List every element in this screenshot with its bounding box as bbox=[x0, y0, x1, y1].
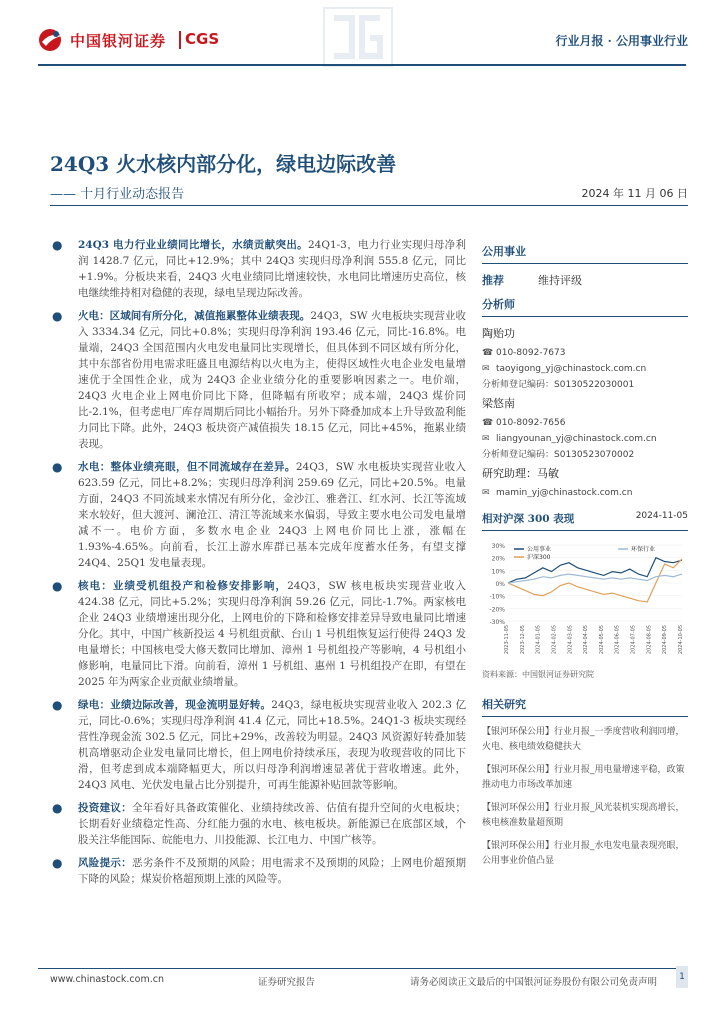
investment-advice-paragraph bbox=[50, 800, 466, 848]
email-link[interactable]: mamin_yj@chinastock.com.cn bbox=[496, 488, 633, 498]
paragraph-highlight: 火电：区域间有所分化，减值拖累整体业绩表现。 bbox=[78, 310, 311, 322]
email-link[interactable]: taoyigong_yj@chinastock.com.cn bbox=[496, 364, 647, 374]
cgs-logo-icon bbox=[38, 28, 66, 52]
rating-row bbox=[482, 272, 688, 288]
footer-disclaimer: 请务必阅读正文最后的中国银河证券股份有限公司免责声明 bbox=[410, 977, 658, 988]
x-tick-label: 2024-06-05 bbox=[614, 625, 621, 655]
x-tick-label: 2024-01-05 bbox=[535, 625, 542, 655]
x-tick-label: 2024-08-05 bbox=[646, 625, 653, 655]
paragraph-highlight: 绿电：业绩边际改善，现金流明显好转。 bbox=[78, 699, 272, 711]
risk-paragraph bbox=[50, 855, 466, 887]
page-number: 1 bbox=[676, 966, 688, 988]
mail-icon: ✉ bbox=[482, 434, 490, 444]
bullet-icon: ● bbox=[52, 460, 63, 474]
y-tick-label: 30% bbox=[491, 543, 505, 550]
rating-label: 推荐 bbox=[482, 274, 504, 287]
phone-icon: ☎ bbox=[482, 418, 494, 428]
paragraph-text: 恶劣条件不及预期的风险；用电需求不及预期的风险；上网电价超预期下降的风险；煤炭价格超预期上涨的风险等。 bbox=[78, 857, 467, 885]
logo-text-cn: 中国银河证券 bbox=[70, 32, 167, 50]
paragraph-text: 24Q3，SW 火电板块实现营业收入 3334.34 亿元，同比+0.8%；实现归母净利润 193.46 亿元，同比-16.8%。电量端，24Q3 全国范围内火电发电量同比实现增长，但具体到不同区域有所分化，其中东部省份用电需求旺盛且电源结构以火电为主，使得区域性火电企业发电量增速优于全国性企业，成为 24Q3 企业业绩分化的重要影响因素之一。电价端，24Q3 火电企业上网电价同比下降，但降幅有所收窄；成本端，24Q3 煤价同比-2.1%，但考虑电厂库存周期后同比小幅抬升。另外下降叠加成本上升导致盈利能力同比下降。此外，24Q3 板块资产减值损失 18.15 亿元，同比+45%，拖累业绩表现。 bbox=[78, 310, 466, 450]
green-power-paragraph bbox=[50, 697, 466, 793]
y-tick-label: 20% bbox=[491, 555, 505, 563]
analyst-email[interactable] bbox=[482, 431, 688, 447]
y-tick-label: -10% bbox=[489, 593, 505, 601]
sector-label: 公用事业 bbox=[482, 243, 688, 264]
legend-label: 公用事业 bbox=[527, 546, 552, 553]
analyst-name: 陶贻功 bbox=[482, 327, 515, 340]
paragraph-highlight: 风险提示： bbox=[78, 857, 132, 869]
phone-text: 010-8092-7656 bbox=[496, 418, 566, 428]
report-title: 24Q3 火水核内部分化，绿电边际改善 bbox=[50, 152, 397, 176]
x-tick-label: 2024-05-05 bbox=[598, 625, 605, 655]
x-tick-label: 2023-11-05 bbox=[504, 625, 510, 655]
footer-rule bbox=[38, 968, 686, 969]
cert-label: 分析师登记编码： bbox=[482, 380, 555, 390]
thermal-paragraph bbox=[50, 308, 466, 452]
y-tick-label: -30% bbox=[489, 619, 505, 626]
related-item[interactable]: 【银河环保公用】行业月报_风光装机实现高增长，核电核准数量超预期 bbox=[482, 803, 685, 828]
paragraph-text: 24Q1-3，电力行业实现归母净利润 1428.7 亿元，同比+12.9%；其中 24Q3 实现归母净利润 555.8 亿元，同比+1.9%。分板块来看，24Q3 火电业绩同比增速较快，水电同比增速历史高位，核电继续维持相对稳健的表现，绿电呈现边际改善。 bbox=[78, 239, 466, 299]
bullet-icon: ● bbox=[52, 801, 63, 815]
paragraph-text: 24Q3，SW 水电板块实现营业收入 623.59 亿元，同比+8.2%；实现归母净利润 259.69 亿元，同比+20.5%。电量方面，24Q3 不同流域来水情况有所分化，金沙江、雅砻江、红水河、长江等流域来水较好，但大渡河、澜沧江、清江等流域来水偏弱，导致主要水电公司发电量增减不一。电价方面，多数水电企业 24Q3 上网电价同比上涨，涨幅在 1.93%-4.65%。向前看，长江上游水库群已基本完成年度蓄水任务，有望支撑 24Q4、25Q1 发电量表现。 bbox=[78, 461, 466, 569]
paragraph-text: 全年看好具备政策催化、业绩持续改善、估值有提升空间的火电板块；长期看好业绩稳定性高、分红能力强的水电、核电板块。新能源已在底部区域，个股关注华能国际、皖能电力、川投能源、长江电力、中国广核等。 bbox=[78, 802, 467, 846]
analyst-phone bbox=[482, 345, 688, 361]
analyst-phone bbox=[482, 415, 688, 431]
paragraph-highlight: 24Q3 电力行业业绩同比增长，水绩贡献突出。 bbox=[78, 239, 308, 251]
report-date: 2024 年 11 月 06 日 bbox=[581, 187, 688, 200]
paragraph-highlight: 水电：整体业绩亮眼，但不同流域存在差异。 bbox=[78, 461, 296, 473]
chart-date: 2024-11-05 bbox=[635, 511, 688, 521]
related-item[interactable]: 【银河环保公用】行业月报_一季度营收利润同增，火电、核电绩效稳健扶大 bbox=[482, 727, 685, 752]
nuclear-paragraph bbox=[50, 578, 466, 690]
analyst-header: 分析师 bbox=[482, 296, 688, 317]
logo-text-en: CGS bbox=[185, 30, 220, 48]
bullet-icon: ● bbox=[52, 856, 63, 870]
x-tick-label: 2023-12-05 bbox=[519, 625, 526, 655]
summary-paragraph bbox=[50, 237, 466, 301]
phone-text: 010-8092-7673 bbox=[496, 348, 566, 358]
paragraph-highlight: 投资建议： bbox=[78, 802, 132, 814]
mail-icon: ✉ bbox=[482, 364, 490, 374]
analyst-cert bbox=[482, 447, 688, 463]
chart-svg bbox=[482, 537, 688, 667]
bullet-icon: ● bbox=[52, 698, 63, 712]
report-subtitle: —— 十月行业动态报告 bbox=[50, 187, 185, 202]
footer-center: 证券研究报告 bbox=[258, 977, 316, 988]
paragraph-highlight: 核电：业绩受机组投产和检修安排影响， bbox=[78, 580, 288, 592]
mail-icon: ✉ bbox=[482, 488, 490, 498]
paragraph-text: 24Q3，绿电板块实现营业收入 202.3 亿元，同比-0.6%；实现归母净利润 41.4 亿元，同比+18.5%。24Q1-3 板块实现经营性净现金流 302.5 亿元，同比+29%，改善较为明显。24Q3 风资源好转叠加装机高增驱动企业发电量同比增长，但上网电价持续承压，表现为收现营收的同比下滑，但考虑到成本端降幅更大，所以归母净利润增速显著优于营收增速。此外，24Q3 风电、光伏发电量占比分别提升，可再生能源补贴回款等影响。 bbox=[78, 699, 466, 791]
related-item[interactable]: 【银河环保公用】行业月报_用电量增速平稳，政策推动电力市场改革加速 bbox=[482, 765, 685, 790]
assistant-name: 马敏 bbox=[537, 467, 559, 480]
chart-header bbox=[482, 511, 688, 531]
related-item[interactable]: 【银河环保公用】行业月报_水电发电量表现亮眼，公用事业价值凸显 bbox=[482, 841, 685, 866]
x-tick-label: 2024-02-05 bbox=[551, 625, 558, 655]
hydro-paragraph bbox=[50, 459, 466, 571]
chart-source: 资料来源：中国银河证券研究院 bbox=[482, 670, 594, 679]
cert-value: S0130523070002 bbox=[554, 450, 635, 460]
x-tick-label: 2024-10-05 bbox=[678, 625, 684, 655]
bullet-icon: ● bbox=[52, 309, 63, 323]
cert-value: S0130522030001 bbox=[554, 380, 635, 390]
assistant-row bbox=[482, 465, 688, 481]
logo-divider bbox=[179, 31, 181, 49]
assistant-email[interactable] bbox=[482, 485, 688, 501]
bullet-icon: ● bbox=[52, 579, 63, 593]
paragraph-text: 24Q3，SW 核电板块实现营业收入 424.38 亿元，同比+5.2%；实现归母净利润 59.26 亿元，同比-1.7%。两家核电企业 24Q3 业绩增速出现分化，上网电价的下降和检修安排差异导致电量同比增速分化。其中，中国广核新投运 4 号机组贡献、台山 1 号机组恢复运行使得 24Q3 发电量增长；中国核电受大修天数同比增加、漳州 1 号机组投产等影响，4 号机组小修影响，电量同比下滑。向前看，漳州 1 号机组、惠州 1 号机组投产在即，有望在 2025 年为两家企业贡献业绩增量。 bbox=[78, 580, 466, 688]
x-tick-label: 2024-03-05 bbox=[567, 625, 574, 655]
footer-url[interactable]: www.chinastock.com.cn bbox=[50, 974, 164, 985]
report-type-label: 行业月报 · 公用事业行业 bbox=[555, 34, 688, 48]
y-tick-label: 0% bbox=[495, 581, 505, 588]
main-content bbox=[50, 237, 466, 894]
legend-label: 沪深300 bbox=[527, 554, 551, 561]
analyst-name: 梁悠南 bbox=[482, 397, 515, 410]
header-rule bbox=[38, 64, 686, 66]
x-tick-label: 2024-09-05 bbox=[662, 625, 669, 655]
analyst-email[interactable] bbox=[482, 361, 688, 377]
sidebar bbox=[482, 243, 688, 869]
cgs-watermark-icon bbox=[322, 6, 394, 68]
email-link[interactable]: liangyounan_yj@chinastock.com.cn bbox=[496, 434, 657, 444]
relative-performance-chart bbox=[482, 537, 688, 667]
legend-label: 环保行业 bbox=[631, 546, 656, 553]
chart-title: 相对沪深 300 表现 bbox=[482, 513, 575, 525]
rating-value: 维持评级 bbox=[538, 274, 582, 287]
title-rule bbox=[50, 205, 688, 206]
related-header: 相关研究 bbox=[482, 696, 688, 717]
bullet-icon: ● bbox=[52, 238, 63, 252]
cert-label: 分析师登记编码： bbox=[482, 450, 555, 460]
x-tick-label: 2024-07-05 bbox=[630, 625, 637, 655]
x-tick-label: 2024-04-05 bbox=[583, 625, 590, 655]
analyst-cert bbox=[482, 377, 688, 393]
y-tick-label: 10% bbox=[491, 568, 505, 576]
y-tick-label: -20% bbox=[489, 606, 505, 614]
assistant-label: 研究助理： bbox=[482, 467, 537, 480]
phone-icon: ☎ bbox=[482, 348, 494, 358]
